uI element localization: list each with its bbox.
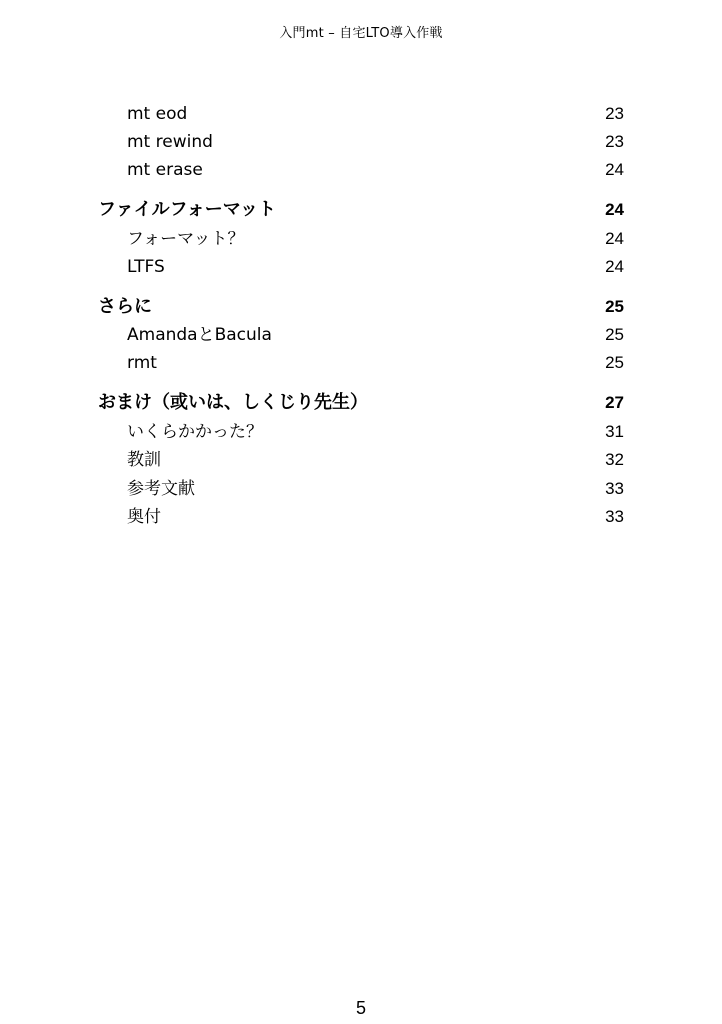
toc-entry-page: 25 (605, 297, 624, 316)
toc-entry-title: mt erase (127, 160, 203, 180)
toc-entry[interactable] (0, 102, 722, 126)
toc-entry[interactable] (0, 420, 722, 444)
toc-entry-title: rmt (127, 353, 157, 373)
toc-entry-page: 33 (605, 507, 624, 526)
toc-entry-title: おまけ（或いは、しくじり先生） (98, 392, 368, 413)
toc-entry[interactable] (0, 448, 722, 472)
toc-entry-page: 27 (605, 393, 624, 412)
toc-entry-page: 25 (605, 325, 624, 344)
toc-entry-title: AmandaとBacula (127, 325, 272, 345)
toc-entry[interactable] (0, 130, 722, 154)
toc-entry-page: 24 (605, 160, 624, 179)
toc-entry-title: 参考文献 (127, 479, 195, 499)
toc-entry-page: 23 (605, 132, 624, 151)
toc-entry[interactable] (0, 505, 722, 529)
toc-entry-page: 32 (605, 450, 624, 469)
toc-entry-title: フォーマット？ (127, 229, 245, 249)
toc-entry-title: 奥付 (127, 507, 161, 527)
toc-entry-title: さらに (98, 296, 152, 317)
toc-entry[interactable] (0, 477, 722, 501)
toc-section-entry[interactable] (0, 295, 722, 319)
toc-section-entry[interactable] (0, 391, 722, 415)
toc-entry-page: 24 (605, 229, 624, 248)
toc-entry-page: 24 (605, 200, 624, 219)
toc-entry-page: 24 (605, 257, 624, 276)
toc-entry[interactable] (0, 158, 722, 182)
toc-entry[interactable] (0, 227, 722, 251)
toc-entry-title: mt eod (127, 104, 188, 124)
page-number: 5 (355, 998, 366, 1018)
toc-entry[interactable] (0, 323, 722, 347)
page-header: 入門mt – 自宅LTO導入作戦 (279, 26, 443, 41)
toc-section-entry[interactable] (0, 198, 722, 222)
toc-entry-page: 33 (605, 479, 624, 498)
toc-entry-title: ファイルフォーマット (98, 199, 277, 220)
toc-entry-page: 31 (605, 422, 624, 441)
toc-entry-title: LTFS (127, 257, 165, 277)
toc-entry-title: 教訓 (127, 450, 161, 470)
toc-entry-page: 25 (605, 353, 624, 372)
toc-entry[interactable] (0, 255, 722, 279)
toc-entry[interactable] (0, 351, 722, 375)
toc-entry-title: mt rewind (127, 132, 213, 152)
toc-entry-page: 23 (605, 104, 624, 123)
toc-entry-title: いくらかかった？ (127, 422, 263, 442)
